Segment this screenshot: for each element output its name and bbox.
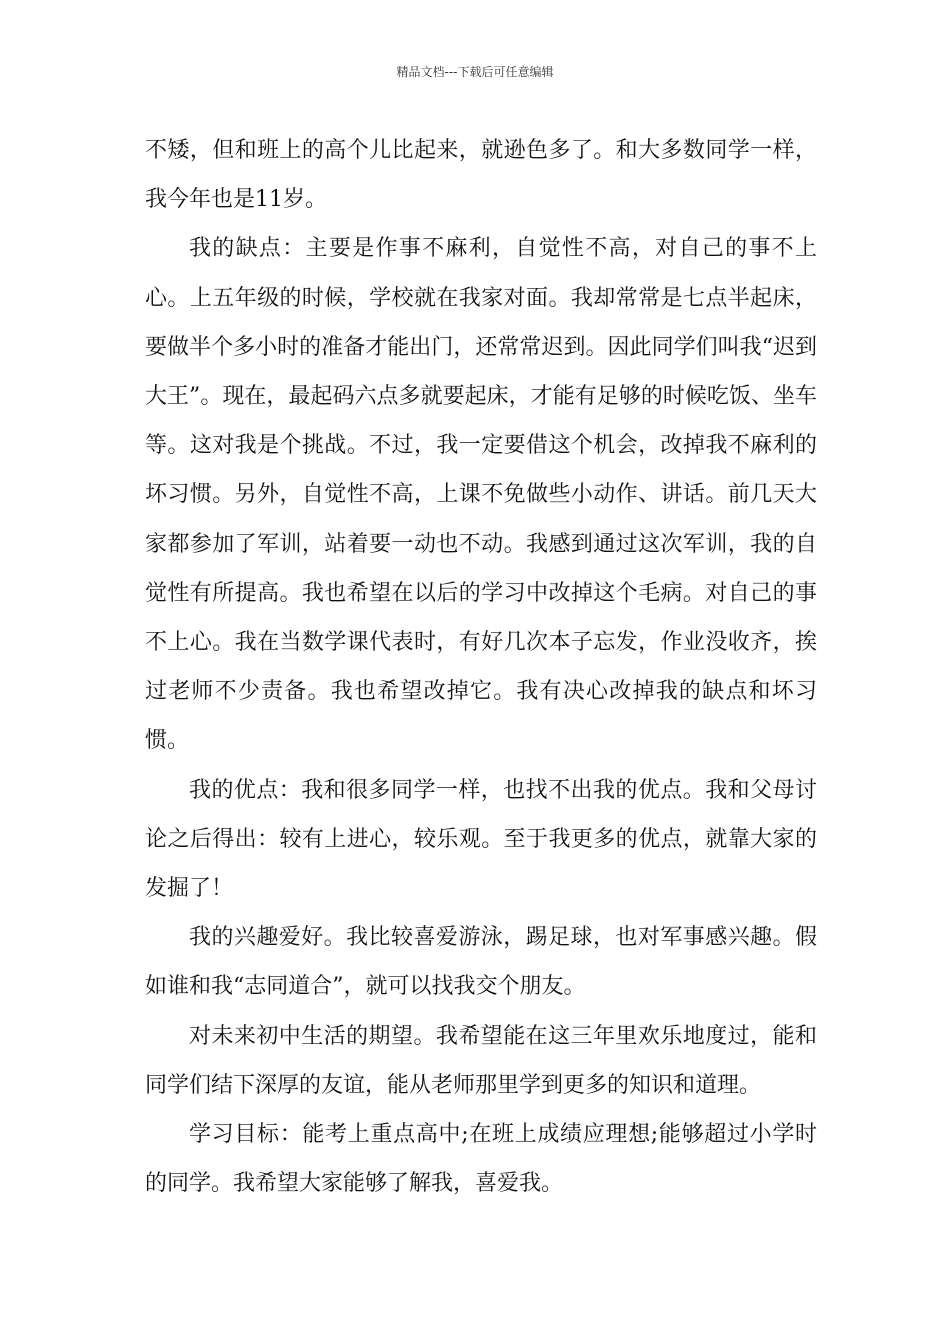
paragraph-strengths: 我的优点：我和很多同学一样，也找不出我的优点。我和父母讨论之后得出：较有上进心，较乐观。至于我更多的优点，就靠大家的发掘了！ (145, 777, 817, 902)
paragraph-continuation: 不矮，但和班上的高个儿比起来，就逊色多了。和大多数同学一样，我今年也是11岁。 (145, 138, 817, 213)
paragraph-goals: 学习目标：能考上重点高中;在班上成绩应理想;能够超过小学时的同学。我希望大家能够了解我，喜爱我。 (145, 1122, 817, 1197)
paragraph-expectations: 对未来初中生活的期望。我希望能在这三年里欢乐地度过，能和同学们结下深厚的友谊，能从老师那里学到更多的知识和道理。 (145, 1023, 817, 1098)
page-header: 精品文档---下载后可任意编辑 (396, 65, 554, 79)
paragraph-shortcomings: 我的缺点：主要是作事不麻利，自觉性不高，对自己的事不上心。上五年级的时候，学校就在我家对面。我却常常是七点半起床，要做半个多小时的准备才能出门，还常常迟到。因此同学们叫我“迟到大王”。现在，最起码六点多就要起床，才能有足够的时候吃饭、坐车等。这对我是个挑战。不过，我一定要借这个机会，改掉我不麻利的坏习惯。另外，自觉性不高，上课不免做些小动作、讲话。前几天大家都参加了军训，站着要一动也不动。我感到通过这次军训，我的自觉性有所提高。我也希望在以后的学习中改掉这个毛病。对自己的事不上心。我在当数学课代表时，有好几次本子忘发，作业没收齐，挨过老师不少责备。我也希望改掉它。我有决心改掉我的缺点和坏习惯。 (145, 236, 817, 754)
paragraph-hobbies: 我的兴趣爱好。我比较喜爱游泳，踢足球，也对军事感兴趣。假如谁和我“志同道合”，就可以找我交个朋友。 (145, 925, 817, 1000)
document-body (145, 126, 817, 1208)
